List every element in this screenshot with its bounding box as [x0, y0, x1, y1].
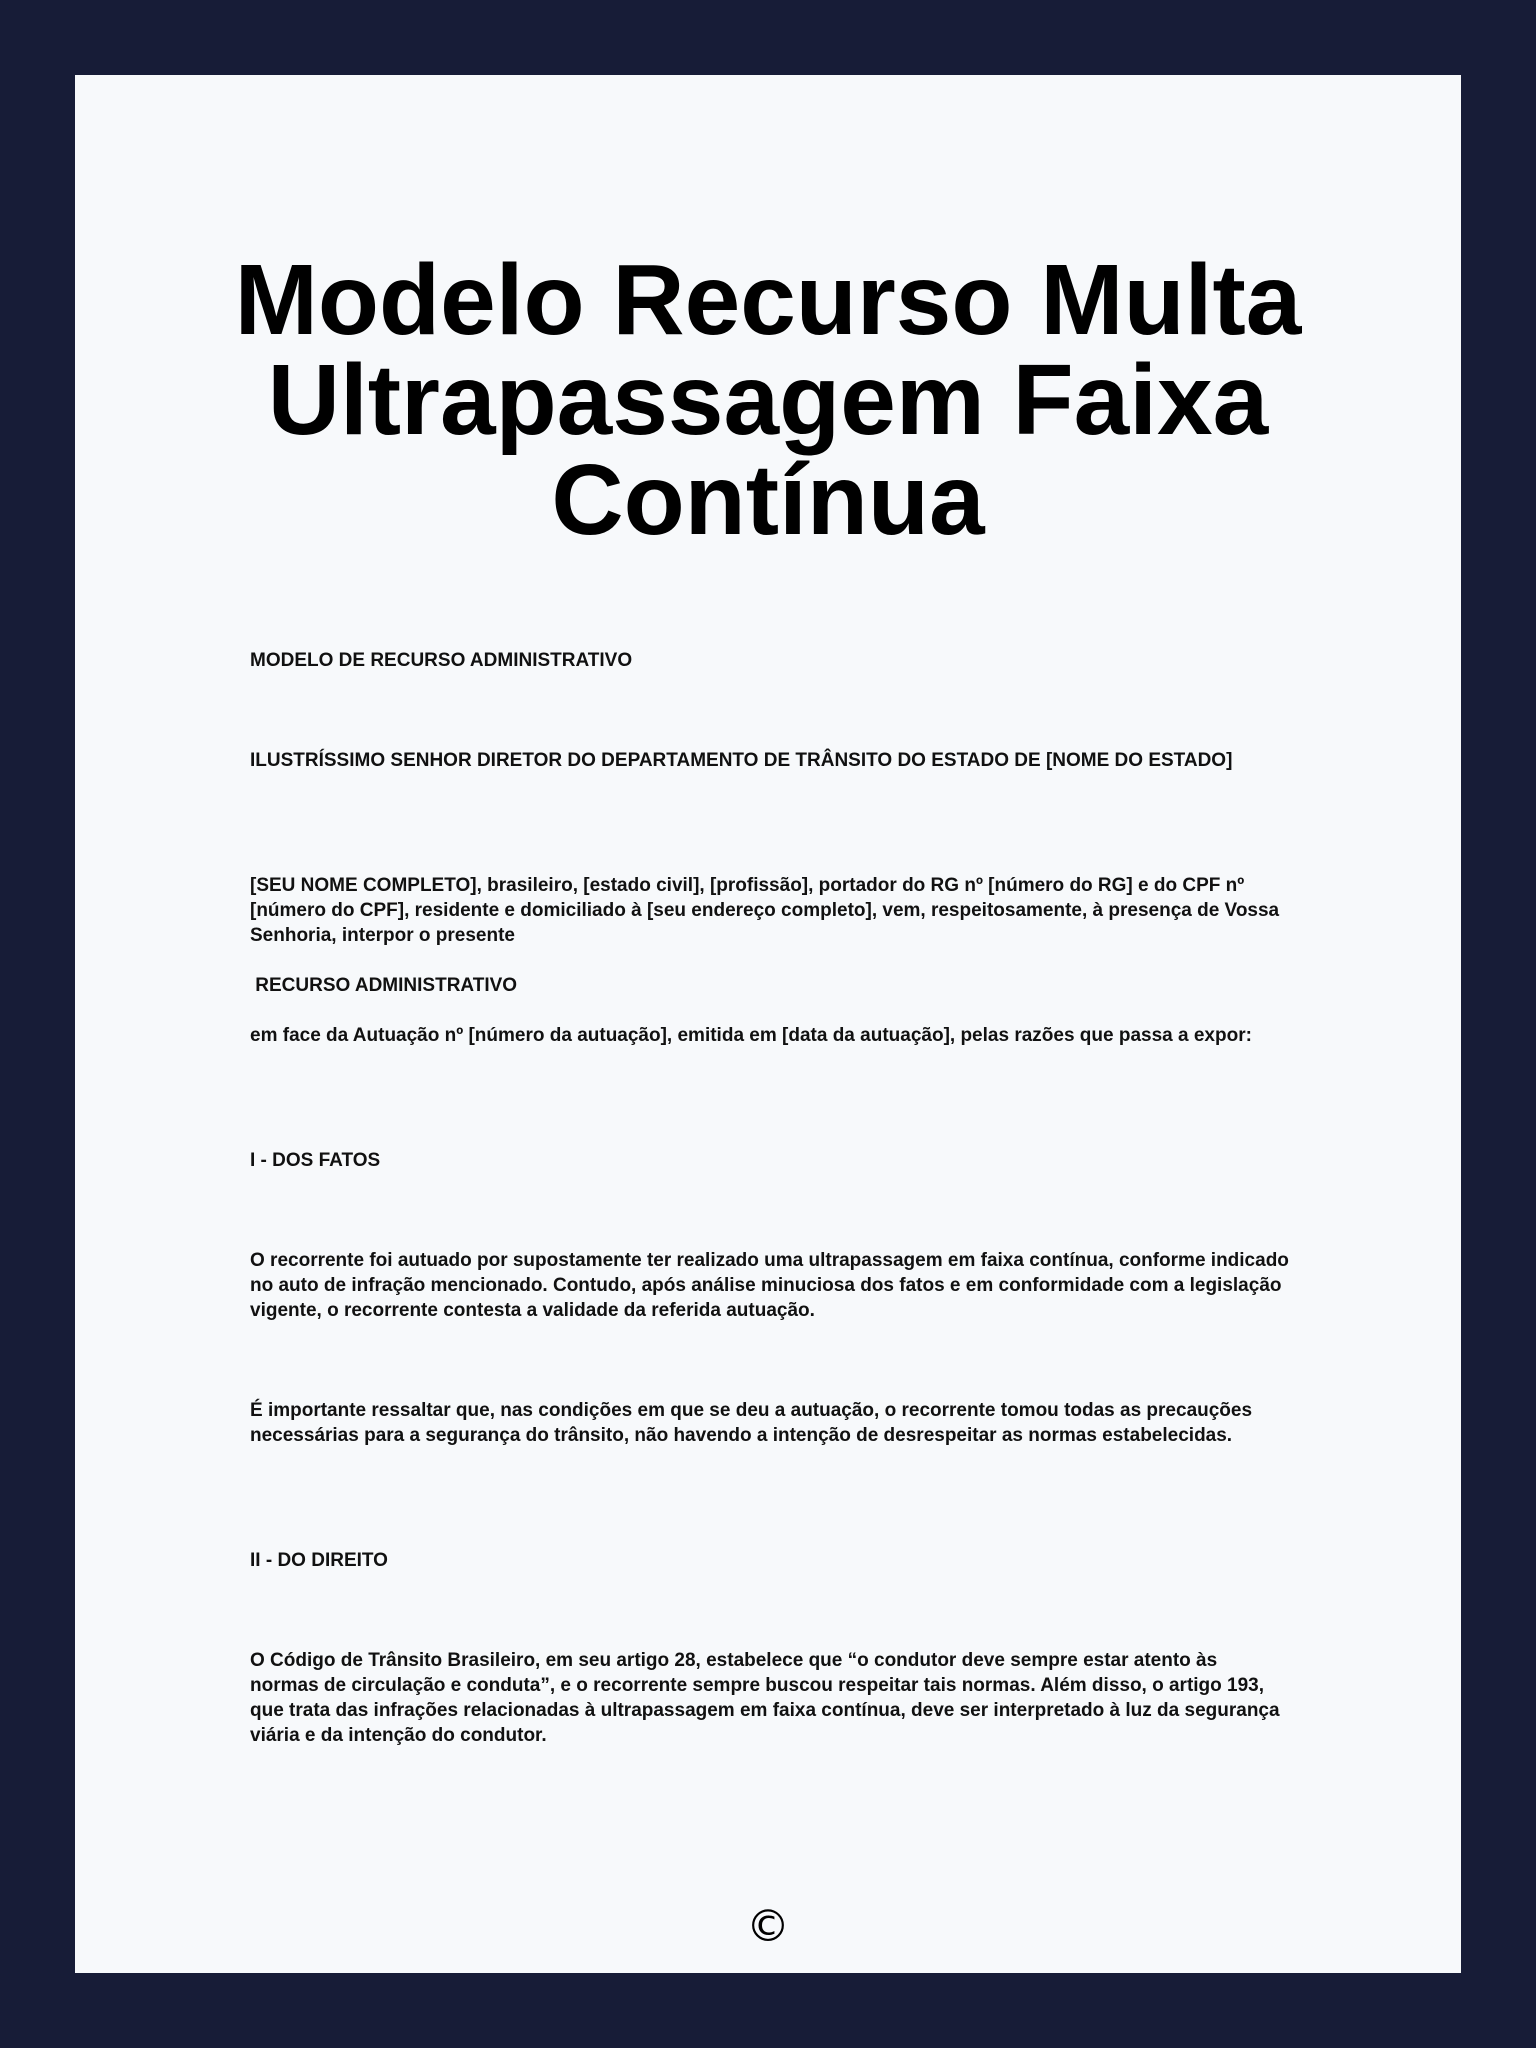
document-title: Modelo Recurso Multa Ultrapassagem Faixa Contínua: [234, 244, 1302, 556]
addressee-paragraph: ILUSTRÍSSIMO SENHOR DIRETOR DO DEPARTAMENTO DE TRÂNSITO DO ESTADO DE [NOME DO ESTADO]: [250, 750, 1233, 771]
section-heading-model: MODELO DE RECURSO ADMINISTRATIVO: [250, 650, 633, 671]
autuacao-paragraph: em face da Autuação nº [número da autuação], emitida em [data da autuação], pelas razões que passa a expor:: [250, 1025, 1252, 1046]
copyright-icon: ©: [746, 1901, 790, 1952]
facts-paragraph-2: É importante ressaltar que, nas condições em que se deu a autuação, o recorrente tomou todas as precauções necessárias para a segurança do trânsito, não havendo a intenção de desrespeitar as normas estabelecidas.: [250, 1400, 1258, 1446]
facts-paragraph-1: O recorrente foi autuado por supostamente ter realizado uma ultrapassagem em faixa contínua, conforme indicado no auto de infração mencionado. Contudo, após análise minuciosa dos fatos e em conformidade com a legislação vigente, o recorrente contesta a validade da referida autuação.: [250, 1250, 1295, 1321]
section-heading-law: II - DO DIREITO: [250, 1550, 388, 1571]
section-heading-facts: I - DOS FATOS: [250, 1150, 381, 1171]
document-page: [75, 75, 1461, 1973]
appeal-title: RECURSO ADMINISTRATIVO: [250, 975, 518, 996]
qualification-paragraph: [SEU NOME COMPLETO], brasileiro, [estado civil], [profissão], portador do RG nº [número do RG] e do CPF nº [número do CPF], residente e domiciliado à [seu endereço completo], vem, respeitosamente, à presença de Vossa Senhoria, interpor o presente: [250, 875, 1285, 946]
law-paragraph: O Código de Trânsito Brasileiro, em seu artigo 28, estabelece que “o condutor deve sempre estar atento às normas de circulação e conduta”, e o recorrente sempre buscou respeitar tais normas. Além disso, o artigo 193, que trata das infrações relacionadas à ultrapassagem em faixa contínua, deve ser interpretado à luz da segurança viária e da intenção do condutor.: [250, 1650, 1285, 1746]
